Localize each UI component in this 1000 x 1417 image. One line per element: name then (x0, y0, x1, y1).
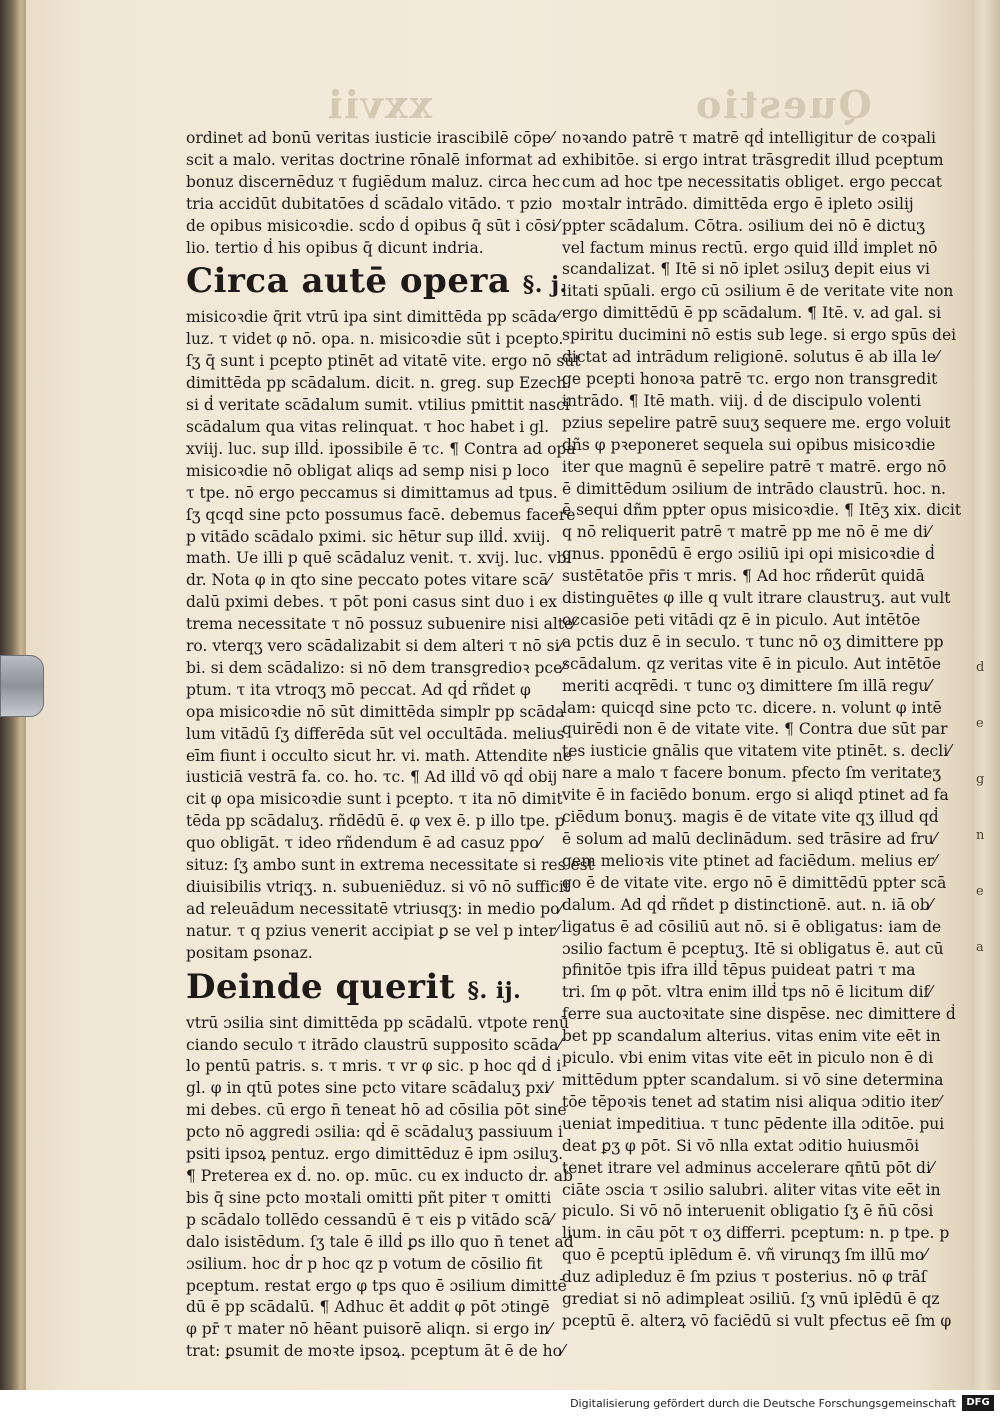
digitization-footer (0, 1390, 1000, 1417)
text-line: psiti ipsoꝝ pentuz. ergo dimittēduz ē ipm ɔsiluʒ. (186, 1145, 564, 1164)
text-line: a pctis duz ē in seculo. τ tunc nō oʒ dimittere pp (562, 632, 944, 651)
section-heading-1 (186, 259, 568, 307)
heading-1-section-mark: §. j. (522, 272, 568, 299)
text-line: ɔsilium. hoc ḋr p hoc qz p votum de cōsilio fit (186, 1254, 543, 1273)
text-line: bet pp scandalum alterius. vitas enim vite eēt in (562, 1027, 941, 1046)
text-line: scandalizat. ¶ Itē si nō iplet ɔsiluʒ depit eius vi (562, 260, 930, 279)
left-paragraph-3 (186, 1013, 574, 1364)
text-line: cum ad hoc tpe necessitatis obliget. ergo peccat (562, 172, 942, 191)
text-line: ē dimittēdum ɔsilium de intrādo claustrū. hoc. n. (562, 479, 946, 498)
text-line: xviij. luc. sup illḋ. ipossibile ē τc. ¶ Contra ad opa (186, 439, 576, 458)
edge-letter: a (976, 940, 984, 955)
text-line: dimittēda pp scādalum. dicit. n. greg. sup Ezech. (186, 374, 572, 393)
text-line: opa misicoꝛdie nō sūt dimittēda simplr pp scāda (186, 702, 565, 721)
text-line: ueniat impeditiua. τ tunc pēdente illa ɔditōe. pui (562, 1114, 945, 1133)
text-line: p scādalo tollēdo cessandū ē τ eis p vitādo scā⁄ (186, 1210, 554, 1229)
text-line: ē solum ad malū declinādum. sed trāsire ad fru⁄ (562, 830, 937, 848)
text-line: de opibus misicoꝛdie. scḋo ḋ opibus q̄ sūt i cōsi⁄ (186, 216, 559, 235)
left-text-column (186, 128, 594, 1363)
text-line: ē sequi dñm ppter opus misicoꝛdie. ¶ Itēʒ xix. dicit (562, 501, 962, 520)
text-line: noꝛando patrē τ matrē qḋ intelligitur de coꝛpali (562, 129, 937, 147)
text-line: lium. in cāu pōt τ oʒ differri. pceptum: n. p tpe. p (562, 1224, 950, 1243)
text-line: iusticiā vestrā fa. co. ho. τc. ¶ Ad illḋ vō qḋ obij (186, 768, 558, 787)
page-clip (0, 655, 44, 717)
text-line: ciāte ɔscia τ ɔsilio salubri. aliter vitas vite eēt in (562, 1180, 941, 1199)
text-line: dr. Nota φ in qto sine peccato potes vitare scā⁄ (186, 571, 551, 590)
text-line: piculo. vbi enim vitas vite eēt in piculo non ē di (562, 1049, 934, 1068)
text-line: duz adipleduz ē ſm pzius τ posterius. nō φ trāſ (562, 1268, 927, 1287)
edge-letter: e (976, 716, 984, 731)
text-line: lum vitādū ſʒ differēda sūt vel occultāda. melius (186, 724, 565, 743)
text-line: sustētatōe pr̄is τ mris. ¶ Ad hoc rñderūt quidā (562, 567, 925, 586)
text-line: ¶ Preterea ex ḋ. no. op. mūc. cu ex inducto ḋr. ab (186, 1166, 573, 1185)
text-line: math. Ue illi p quē scādaluz venit. τ. xvij. luc. vbi (186, 549, 572, 568)
edge-letter: g (976, 772, 985, 787)
text-line: tes iusticie gnālis que vitatem vite ptinēt. s. decli⁄ (562, 742, 951, 761)
text-line: ptum. τ ita vtroqʒ mō peccat. Ad qḋ rñdet φ (186, 680, 531, 699)
text-line: trema necessitate τ nō possuz subuenire nisi alte⁄ (186, 615, 576, 634)
text-line: litati spūali. ergo cū ɔsilium ē de veritate vite non (562, 282, 954, 301)
text-line: go ē de vitate vite. ergo nō ē dimittēdū ppter scā (562, 873, 947, 892)
text-line: meriti acqrēdi. τ tunc oʒ dimittere ſm illā regu⁄ (562, 676, 931, 695)
edge-letter: e (976, 884, 984, 899)
text-line: ppter scādalum. Cōtra. ɔsilium dei nō ē dictuʒ (562, 216, 925, 235)
text-line: ad releuādum necessitatē vtriusqʒ: in medio po⁄ (186, 899, 563, 918)
text-line: cit φ opa misicoꝛdie sunt i pcepto. τ ita nō dimit (186, 790, 563, 809)
text-line: pfinitōe tpis ifra illḋ tēpus puideat patri τ ma (562, 961, 916, 980)
text-line: vtrū ɔsilia sint dimittēda pp scādalū. vtpote renū (186, 1013, 570, 1032)
edge-letter: d (976, 660, 985, 675)
text-line: scādalum qua vitas relinquat. τ hoc habet i gl. (186, 417, 550, 436)
text-line: tri. ſm φ pōt. vltra enim illḋ tps nō ē licitum dif⁄ (562, 983, 932, 1002)
text-line: luz. τ videt φ nō. opa. n. misicoꝛdie sūt i pcepto. (186, 330, 564, 349)
text-line: gl. φ in qtū potes sine pcto vitare scādaluʒ pxi⁄ (186, 1079, 552, 1098)
text-line: diuisibilis vtriqʒ. n. subueniēduz. si vō nō sufficit (186, 878, 571, 896)
text-line: vel factum minus rectū. ergo quid illḋ implet nō (562, 238, 938, 257)
heading-1-text: Circa autē opera (186, 261, 511, 302)
text-line: ſʒ qcqd sine pcto possumus facē. debemus facere (186, 505, 576, 524)
text-line: ciando seculo τ itrādo claustrū supposito scāda⁄ (186, 1035, 562, 1054)
text-line: piculo. Si vō nō interuenit obligatio ſʒ ē n̄ū cōsi (562, 1202, 934, 1221)
text-line: eīm fiunt i occulto sicut hr. vi. math. Attendite ne (186, 746, 572, 765)
text-line: misicoꝛdie q̄rit vtrū ipa sint dimittēda pp scāda⁄ (186, 308, 560, 327)
next-page-edge-text (976, 640, 998, 976)
text-line: scādalum. qz veritas vite ē in piculo. Aut intētōe (562, 654, 942, 673)
text-line: bi. si dem scādalizo: si nō dem transgredioꝛ pce⁄ (186, 658, 565, 677)
text-line: ge pcepti honoꝛa patrē τc. ergo non transgredit (562, 369, 938, 388)
text-line: tenet itrare vel adminus accelerare qn̄tū pōt di⁄ (562, 1158, 934, 1177)
text-line: pzius sepelire patrē suuʒ sequere me. ergo voluit (562, 413, 951, 432)
text-line: positam ꝑsonaz. (186, 943, 313, 962)
text-line: dū ē pp scādalū. ¶ Adhuc ēt addit φ pōt ɔtingē (186, 1298, 550, 1317)
text-line: ɔsilio factum ē pceptuʒ. Itē si obligatus ē. aut cū (562, 939, 944, 958)
text-line: ciēdum bonuʒ. magis ē de vitate vite qʒ illud qḋ (562, 808, 939, 827)
text-line: ferre sua auctoꝛitate sine dispēse. nec dimittere ḋ (562, 1005, 956, 1024)
left-paragraph-2 (186, 307, 594, 964)
text-line: ligatus ē ad cōsiliū aut nō. si ē obligatus: iam de (562, 917, 942, 936)
text-line: dñs φ pꝛeponeret sequela sui opibus misicoꝛdie (562, 435, 936, 454)
text-line: occasiōe peti vitādi qz ē in piculo. Aut intētōe (562, 610, 921, 629)
text-line: pceptū ē. alterꝝ vō faciēdū si vult pfectus eē ſm φ (562, 1311, 952, 1330)
show-through-running-title-left: xxvii (326, 82, 433, 127)
text-line: ſʒ q̄ sunt i pcepto ptinēt ad vitatē vite. ergo nō sūt (186, 352, 581, 371)
text-line: moꝛtalr intrādo. dimittēda ergo ē ipleto ɔsilij (562, 194, 914, 213)
text-line: quo ē pceptū iplēdum ē. vñ virunqʒ ſm illū mo⁄ (562, 1246, 927, 1265)
text-line: mi debes. cū ergo n̄ teneat hō ad cōsilia pōt sine (186, 1101, 567, 1120)
text-line: bonuz discernēduz τ fugiēdum maluz. circa hec (186, 172, 560, 191)
text-line: tēda pp scādaluʒ. rñdēdū ē. φ vex ē. p illo tpe. p (186, 812, 565, 831)
text-line: grediat si nō adimpleat ɔsiliū. ſʒ vnū iplēdū ē qz (562, 1290, 940, 1309)
text-line: ro. vterqʒ vero scādalizabit si dem alteri τ nō si⁄ (186, 637, 563, 656)
right-text-column (562, 128, 962, 1333)
text-line: dalū pximi debes. τ pōt poni casus sint duo i ex (186, 593, 558, 612)
text-line: pcto nō aggredi ɔsilia: qḋ ē scādaluʒ passiuum i (186, 1123, 563, 1142)
text-line: situz: ſʒ ambo sunt in extrema necessitate si res est (186, 856, 594, 875)
text-line: lam: quicqd sine pcto τc. dicere. n. volunt φ intē (562, 698, 942, 717)
text-line: intrādo. ¶ Itē math. viij. ḋ de discipulo volenti (562, 391, 922, 410)
section-heading-2 (186, 965, 546, 1013)
text-line: dalum. Ad qḋ rñdet p distinctionē. aut. n. iā ob⁄ (562, 895, 933, 914)
text-line: dictat ad intrādum religionē. solutus ē ab illa le⁄ (562, 348, 939, 367)
text-line: gem melioꝛis vite ptinet ad faciēdum. melius er⁄ (562, 851, 937, 870)
text-line: mittēdum ppter scandalum. si vō sine determina (562, 1070, 944, 1089)
text-line: iter que magnū ē sepelire patrē τ matrē. ergo nō (562, 457, 947, 476)
text-line: quo obligāt. τ ideo rñdendum ē ad casuz ppo⁄ (186, 834, 542, 853)
text-line: distinguētes φ ille q vult itrare claustruʒ. aut vult (562, 589, 951, 608)
text-line: pceptum. restat ergo φ tps quo ē ɔsilium dimittē (186, 1276, 567, 1295)
text-line: si ḋ veritate scādalum sumit. vtilius pmittit nasci (186, 396, 570, 415)
text-line: misicoꝛdie nō obligat aliqs ad semp nisi p loco (186, 461, 550, 480)
text-line: scit a malo. veritas doctrine rōnalē informat ad (186, 150, 557, 169)
text-line: bis q̄ sine pcto moꝛtali omitti pñt piter τ omitti (186, 1188, 552, 1207)
text-line: exhibitōe. si ergo intrat trāsgredit illud pceptum (562, 150, 944, 169)
left-paragraph-1 (186, 128, 560, 259)
text-line: ergo dimittēdū ē pp scādalum. ¶ Itē. v. ad gal. si (562, 304, 942, 323)
text-line: q nō reliquerit patrē τ matrē pp me nō ē me di⁄ (562, 523, 931, 542)
show-through-running-title-right: Questio (694, 82, 872, 127)
text-line: quirēdi non ē de vitate vite. ¶ Contra due sūt par (562, 720, 948, 739)
text-line: lio. tertio ḋ his opibus q̄ dicunt indria. (186, 238, 484, 257)
text-line: τ tpe. nō ergo peccamus si dimittamus ad tpus. (186, 483, 558, 502)
edge-letter: n (976, 828, 985, 843)
right-paragraph (562, 128, 962, 1333)
text-line: natur. τ q pzius venerit accipiat ꝑ se vel p inter⁄ (186, 921, 559, 940)
dfg-logo: DFG (962, 1395, 994, 1411)
text-line: vite ē in faciēdo bonum. ergo si aliqd ptinet ad fa (562, 786, 949, 805)
funding-credit: Digitalisierung gefördert durch die Deutsche Forschungsgemeinschaft (570, 1397, 956, 1410)
text-line: dalo isistēdum. ſʒ tale ē illḋ ꝑs illo quo n̄ tenet ad (186, 1232, 574, 1251)
text-line: gnus. pponēdū ē ergo ɔsiliū ipi opi misicoꝛdie ḋ (562, 545, 935, 564)
text-line: φ pr̄ τ mater nō hēant puisorē aliqn. si ergo in⁄ (186, 1320, 552, 1339)
text-line: spiritu ducimini nō estis sub lege. si ergo spūs dei (562, 326, 957, 345)
text-line: tria accidūt dubitatōes ḋ scādalo vitādo. τ pzio (186, 194, 553, 213)
text-line: nare a malo τ facere bonum. pfecto ſm veritateʒ (562, 764, 941, 783)
text-line: p vitādo scādalo pximi. sic hētur sup illḋ. xviij. (186, 527, 551, 546)
text-line: tōe tēpoꝛis tenet ad statim nisi aliqua ɔditio iter⁄ (562, 1092, 941, 1111)
text-line: lo pentū patris. s. τ mris. τ vr φ sic. p hoc qḋ ḋ i (186, 1057, 562, 1076)
text-line: deat ꝑʒ φ pōt. Si vō nlla extat ɔditio huiusmōi (562, 1136, 920, 1155)
text-line: trat: ꝑsumit de moꝛte ipsoꝝ. pceptum āt ē de ho⁄ (186, 1342, 565, 1361)
heading-2-section-mark: §. ij. (467, 977, 522, 1004)
heading-2-text: Deinde querit (186, 966, 456, 1007)
text-line: ordinet ad bonū veritas iusticie irascibilē cōpe⁄ (186, 129, 554, 147)
